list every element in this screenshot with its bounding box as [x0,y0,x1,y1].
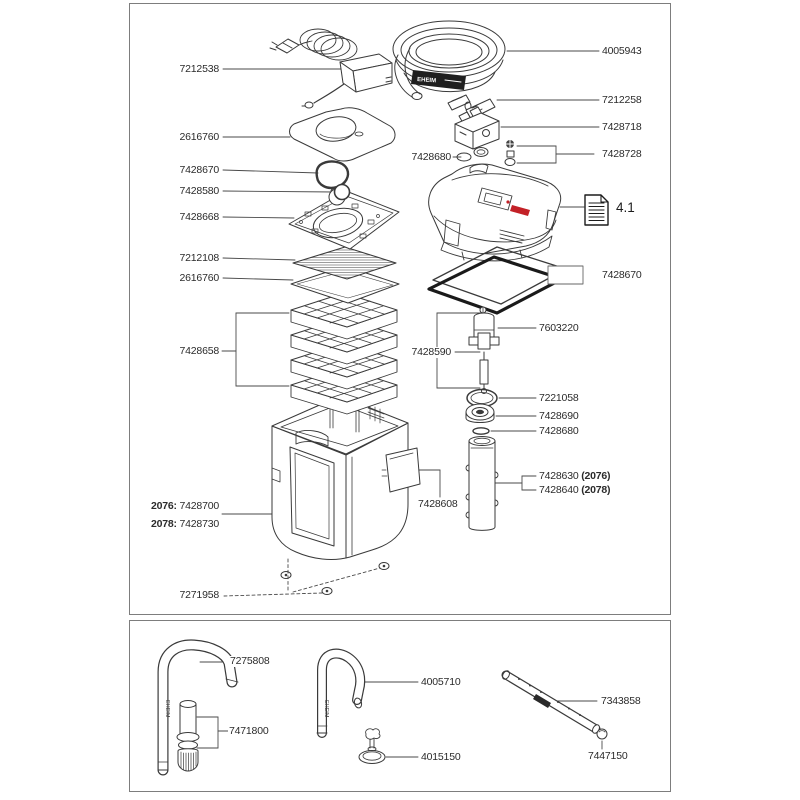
pump-cover-drawing [466,404,494,423]
intake-brand-text: EHEIM [164,700,170,718]
hose-coil-drawing [393,21,505,100]
part-label-suction-cup: 4015150 [421,751,461,763]
part-label-adapter: 7428718 [602,121,642,133]
float-valve-drawing [469,307,499,394]
screw-set-drawing [505,140,515,166]
part-label-pipe-2076: 7428630 (2076) [539,470,611,482]
suction-cup-drawing [359,729,385,764]
part-label-cover-seal: 7428670 [179,164,219,176]
spray-bar-drawing [501,670,607,739]
outlet-brand-text: EHEIM [323,700,329,718]
part-label-power-supply: 7212538 [179,63,219,75]
part-label-baskets: 7428658 [179,345,219,357]
intake-tube-drawing [466,437,498,531]
part-label-screw-set: 7428728 [602,148,642,160]
grille-drawing [293,247,397,279]
part-label-basket-lid: 7428668 [179,211,219,223]
part-label-clamp: 7428608 [418,498,458,510]
adapter-drawing [455,107,499,149]
oring-small-drawing [473,428,489,434]
leader-lines [197,51,602,757]
part-label-float-valve: 7603220 [539,322,579,334]
canister-drawing [272,396,412,595]
hose-brand-text: EHEIM [416,77,437,85]
part-label-spray-bar-plug: 7447150 [588,750,628,762]
part-label-clip: 7428580 [179,185,219,197]
clip-drawing [335,185,350,200]
part-label-grille: 7212108 [179,252,219,264]
filter-baskets-drawing [291,293,397,414]
part-label-feet: 7271958 [179,589,219,601]
part-label-head-gasket: 7428670 [602,269,642,281]
part-label-tap-connector: 7212258 [602,94,642,106]
part-label-outlet-elbow: 4005710 [421,676,461,688]
top-cover-drawing [290,108,396,161]
part-label-pad: 2616760 [179,272,219,284]
part-label-oring-small: 7428680 [539,425,579,437]
power-cord-drawing [270,29,392,108]
oring-pair-drawing [457,148,488,162]
outlet-elbow-drawing [317,654,363,733]
part-label-float-assembly: 7428590 [411,346,451,358]
part-label-spray-bar: 7343858 [601,695,641,707]
part-label-strainer: 7471800 [229,725,269,737]
pump-head-drawing [429,164,561,261]
part-label-canister-2078: 2078: 7428730 [150,518,219,530]
tap-connector-drawing [448,95,495,119]
part-label-intake-pipe: 7275808 [230,655,270,667]
part-label-oring-pair: 7428680 [411,151,451,163]
part-label-pump-cover: 7428690 [539,410,579,422]
part-label-seal-ring: 7221058 [539,392,579,404]
manual-section-ref: 4.1 [616,200,635,215]
strainer-drawing [177,701,199,772]
part-label-pipe-2078: 7428640 (2078) [539,484,611,496]
part-label-cover: 2616760 [179,131,219,143]
part-label-canister-2076: 2076: 7428700 [150,500,219,512]
document-icon [585,195,608,225]
part-label-hose: 4005943 [602,45,642,57]
